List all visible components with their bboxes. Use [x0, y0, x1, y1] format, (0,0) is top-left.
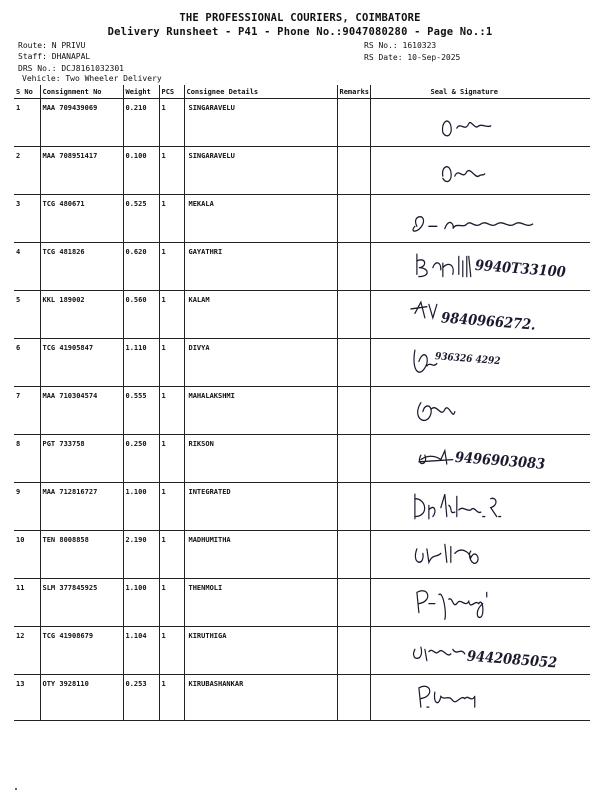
signature-cell: [370, 339, 590, 387]
cell-pcs: 1: [159, 483, 184, 531]
cell-consignment-no: OTY 3928110: [40, 675, 123, 721]
cell-consignment-no: TCG 41908679: [40, 627, 123, 675]
signature-cell: [370, 483, 590, 531]
handwritten-signature: [371, 339, 591, 386]
handwritten-signature: [371, 675, 591, 720]
cell-weight: 0.620: [123, 243, 159, 291]
cell-remarks: [337, 531, 370, 579]
cell-consignment-no: TCG 481826: [40, 243, 123, 291]
cell-weight: 2.190: [123, 531, 159, 579]
cell-sno: 2: [14, 147, 40, 195]
table-row: [14, 531, 590, 579]
cell-weight: 0.525: [123, 195, 159, 243]
cell-pcs: 1: [159, 195, 184, 243]
signature-stroke: [415, 544, 478, 563]
cell-pcs: 1: [159, 627, 184, 675]
cell-consignee: MEKALA: [184, 195, 337, 243]
col-header-consignee: Consignee Details: [184, 85, 337, 99]
table-row: [14, 675, 590, 721]
cell-consignment-no: PGT 733758: [40, 435, 123, 483]
signature-stroke: [413, 217, 533, 231]
handwritten-signature: [371, 147, 591, 194]
cell-pcs: 1: [159, 531, 184, 579]
cell-pcs: 1: [159, 675, 184, 721]
cell-weight: 1.100: [123, 579, 159, 627]
signature-cell: [370, 579, 590, 627]
cell-sno: 4: [14, 243, 40, 291]
signature-cell: [370, 387, 590, 435]
cell-remarks: [337, 99, 370, 147]
signature-stroke: [416, 254, 470, 276]
handwritten-phone-number: 9840966272.: [440, 309, 536, 334]
col-header-remarks: Remarks: [337, 85, 370, 99]
handwritten-phone-number: 936326 4292: [434, 350, 501, 368]
cell-sno: 3: [14, 195, 40, 243]
table-row: [14, 387, 590, 435]
signature-stroke: [442, 121, 490, 136]
cell-consignee: KALAM: [184, 291, 337, 339]
signature-cell: [370, 99, 590, 147]
cell-consignee: SINGARAVELU: [184, 147, 337, 195]
table-row: [14, 483, 590, 531]
cell-weight: 0.560: [123, 291, 159, 339]
signature-stroke: [414, 494, 500, 519]
cell-weight: 1.110: [123, 339, 159, 387]
handwritten-signature: [371, 483, 591, 530]
cell-sno: 10: [14, 531, 40, 579]
signature-cell: [370, 243, 590, 291]
cell-remarks: [337, 387, 370, 435]
cell-sno: 7: [14, 387, 40, 435]
cell-sno: 13: [14, 675, 40, 721]
cell-consignee: KIRUTHIGA: [184, 627, 337, 675]
cell-consignee: THENMOLI: [184, 579, 337, 627]
signature-cell: [370, 531, 590, 579]
handwritten-signature: [371, 387, 591, 434]
cell-remarks: [337, 291, 370, 339]
cell-weight: 1.100: [123, 483, 159, 531]
signature-stroke: [413, 647, 464, 660]
runsheet-subtitle: Delivery Runsheet - P41 - Phone No.:9047080280 - Page No.:1: [107, 26, 493, 38]
cell-sno: 5: [14, 291, 40, 339]
col-header-consignment: Consignment No: [40, 85, 123, 99]
cell-sno: 9: [14, 483, 40, 531]
cell-weight: 0.210: [123, 99, 159, 147]
cell-consignee: DIVYA: [184, 339, 337, 387]
table-row: [14, 291, 590, 339]
cell-consignee: GAYATHRI: [184, 243, 337, 291]
signature-cell: [370, 195, 590, 243]
table-row: [14, 435, 590, 483]
table-row: [14, 99, 590, 147]
cell-remarks: [337, 195, 370, 243]
signature-stroke: [418, 451, 452, 464]
cell-consignment-no: TCG 480671: [40, 195, 123, 243]
cell-consignment-no: MAA 710304574: [40, 387, 123, 435]
cell-pcs: 1: [159, 579, 184, 627]
cell-consignee: RIKSON: [184, 435, 337, 483]
cell-weight: 0.100: [123, 147, 159, 195]
cell-remarks: [337, 483, 370, 531]
cell-pcs: 1: [159, 243, 184, 291]
route-label: Route: N PRIVU: [18, 41, 86, 50]
cell-consignment-no: TEN 8008858: [40, 531, 123, 579]
cell-sno: 1: [14, 99, 40, 147]
signature-cell: [370, 435, 590, 483]
cell-weight: 0.253: [123, 675, 159, 721]
table-row: [14, 339, 590, 387]
runsheet-table: [14, 85, 590, 721]
cell-weight: 0.555: [123, 387, 159, 435]
signature-cell: [370, 147, 590, 195]
cell-consignment-no: MAA 712816727: [40, 483, 123, 531]
rs-date: RS Date: 10-Sep-2025: [364, 53, 461, 62]
cell-weight: 0.250: [123, 435, 159, 483]
handwritten-signature: [371, 435, 591, 482]
col-header-signature: Seal & Signature: [370, 85, 590, 99]
cell-sno: 8: [14, 435, 40, 483]
cell-pcs: 1: [159, 147, 184, 195]
cell-consignee: MADHUMITHA: [184, 531, 337, 579]
signature-cell: [370, 675, 590, 721]
cell-remarks: [337, 675, 370, 721]
handwritten-phone-number: 9496903083: [454, 449, 546, 474]
staff-label: Staff: DHANAPAL: [18, 52, 91, 61]
cell-remarks: [337, 627, 370, 675]
cell-consignment-no: KKL 189002: [40, 291, 123, 339]
handwritten-phone-number: 9940T33100: [474, 257, 566, 282]
handwritten-signature: [371, 243, 591, 290]
signature-stroke: [416, 591, 486, 620]
handwritten-signature: [371, 291, 591, 338]
handwritten-phone-number: 9442085052: [466, 647, 558, 672]
table-row: [14, 579, 590, 627]
col-header-pcs: PCS: [159, 85, 184, 99]
cell-pcs: 1: [159, 99, 184, 147]
col-header-sno: S No: [14, 85, 40, 99]
cell-sno: 6: [14, 339, 40, 387]
handwritten-signature: [371, 627, 591, 674]
table-row: [14, 243, 590, 291]
cell-consignee: MAHALAKSHMI: [184, 387, 337, 435]
cell-consignment-no: SLM 377845925: [40, 579, 123, 627]
signature-stroke: [413, 350, 436, 372]
handwritten-signature: [371, 195, 591, 242]
col-header-weight: Weight: [123, 85, 159, 99]
table-row: [14, 195, 590, 243]
signature-stroke: [417, 403, 454, 421]
cell-remarks: [337, 579, 370, 627]
cell-remarks: [337, 435, 370, 483]
signature-stroke: [442, 167, 484, 182]
signature-cell: [370, 291, 590, 339]
cell-consignment-no: TCG 41905847: [40, 339, 123, 387]
rs-number: RS No.: 1610323: [364, 41, 437, 50]
cell-sno: 12: [14, 627, 40, 675]
cell-remarks: [337, 339, 370, 387]
vehicle-label: Vehicle: Two Wheeler Delivery: [22, 74, 162, 83]
cell-pcs: 1: [159, 435, 184, 483]
cell-sno: 11: [14, 579, 40, 627]
cell-consignee: KIRUBASHANKAR: [184, 675, 337, 721]
cell-pcs: 1: [159, 387, 184, 435]
drs-number: DRS No.: DCJ8161032301: [18, 64, 124, 73]
cell-weight: 1.104: [123, 627, 159, 675]
handwritten-signature: [371, 579, 591, 626]
cell-pcs: 1: [159, 291, 184, 339]
cell-consignment-no: MAA 709439069: [40, 99, 123, 147]
signature-cell: [370, 627, 590, 675]
cell-pcs: 1: [159, 339, 184, 387]
cell-remarks: [337, 147, 370, 195]
table-row: [14, 627, 590, 675]
cell-consignment-no: MAA 708951417: [40, 147, 123, 195]
cell-remarks: [337, 243, 370, 291]
runsheet-title: THE PROFESSIONAL COURIERS, COIMBATORE: [179, 12, 421, 24]
cell-consignee: SINGARAVELU: [184, 99, 337, 147]
handwritten-signature: [371, 99, 591, 146]
handwritten-signature: [371, 531, 591, 578]
signature-stroke: [410, 302, 436, 318]
table-header-row: [14, 85, 590, 99]
table-row: [14, 147, 590, 195]
cell-consignee: INTEGRATED: [184, 483, 337, 531]
signature-stroke: [418, 686, 474, 707]
stray-mark: [15, 788, 17, 790]
